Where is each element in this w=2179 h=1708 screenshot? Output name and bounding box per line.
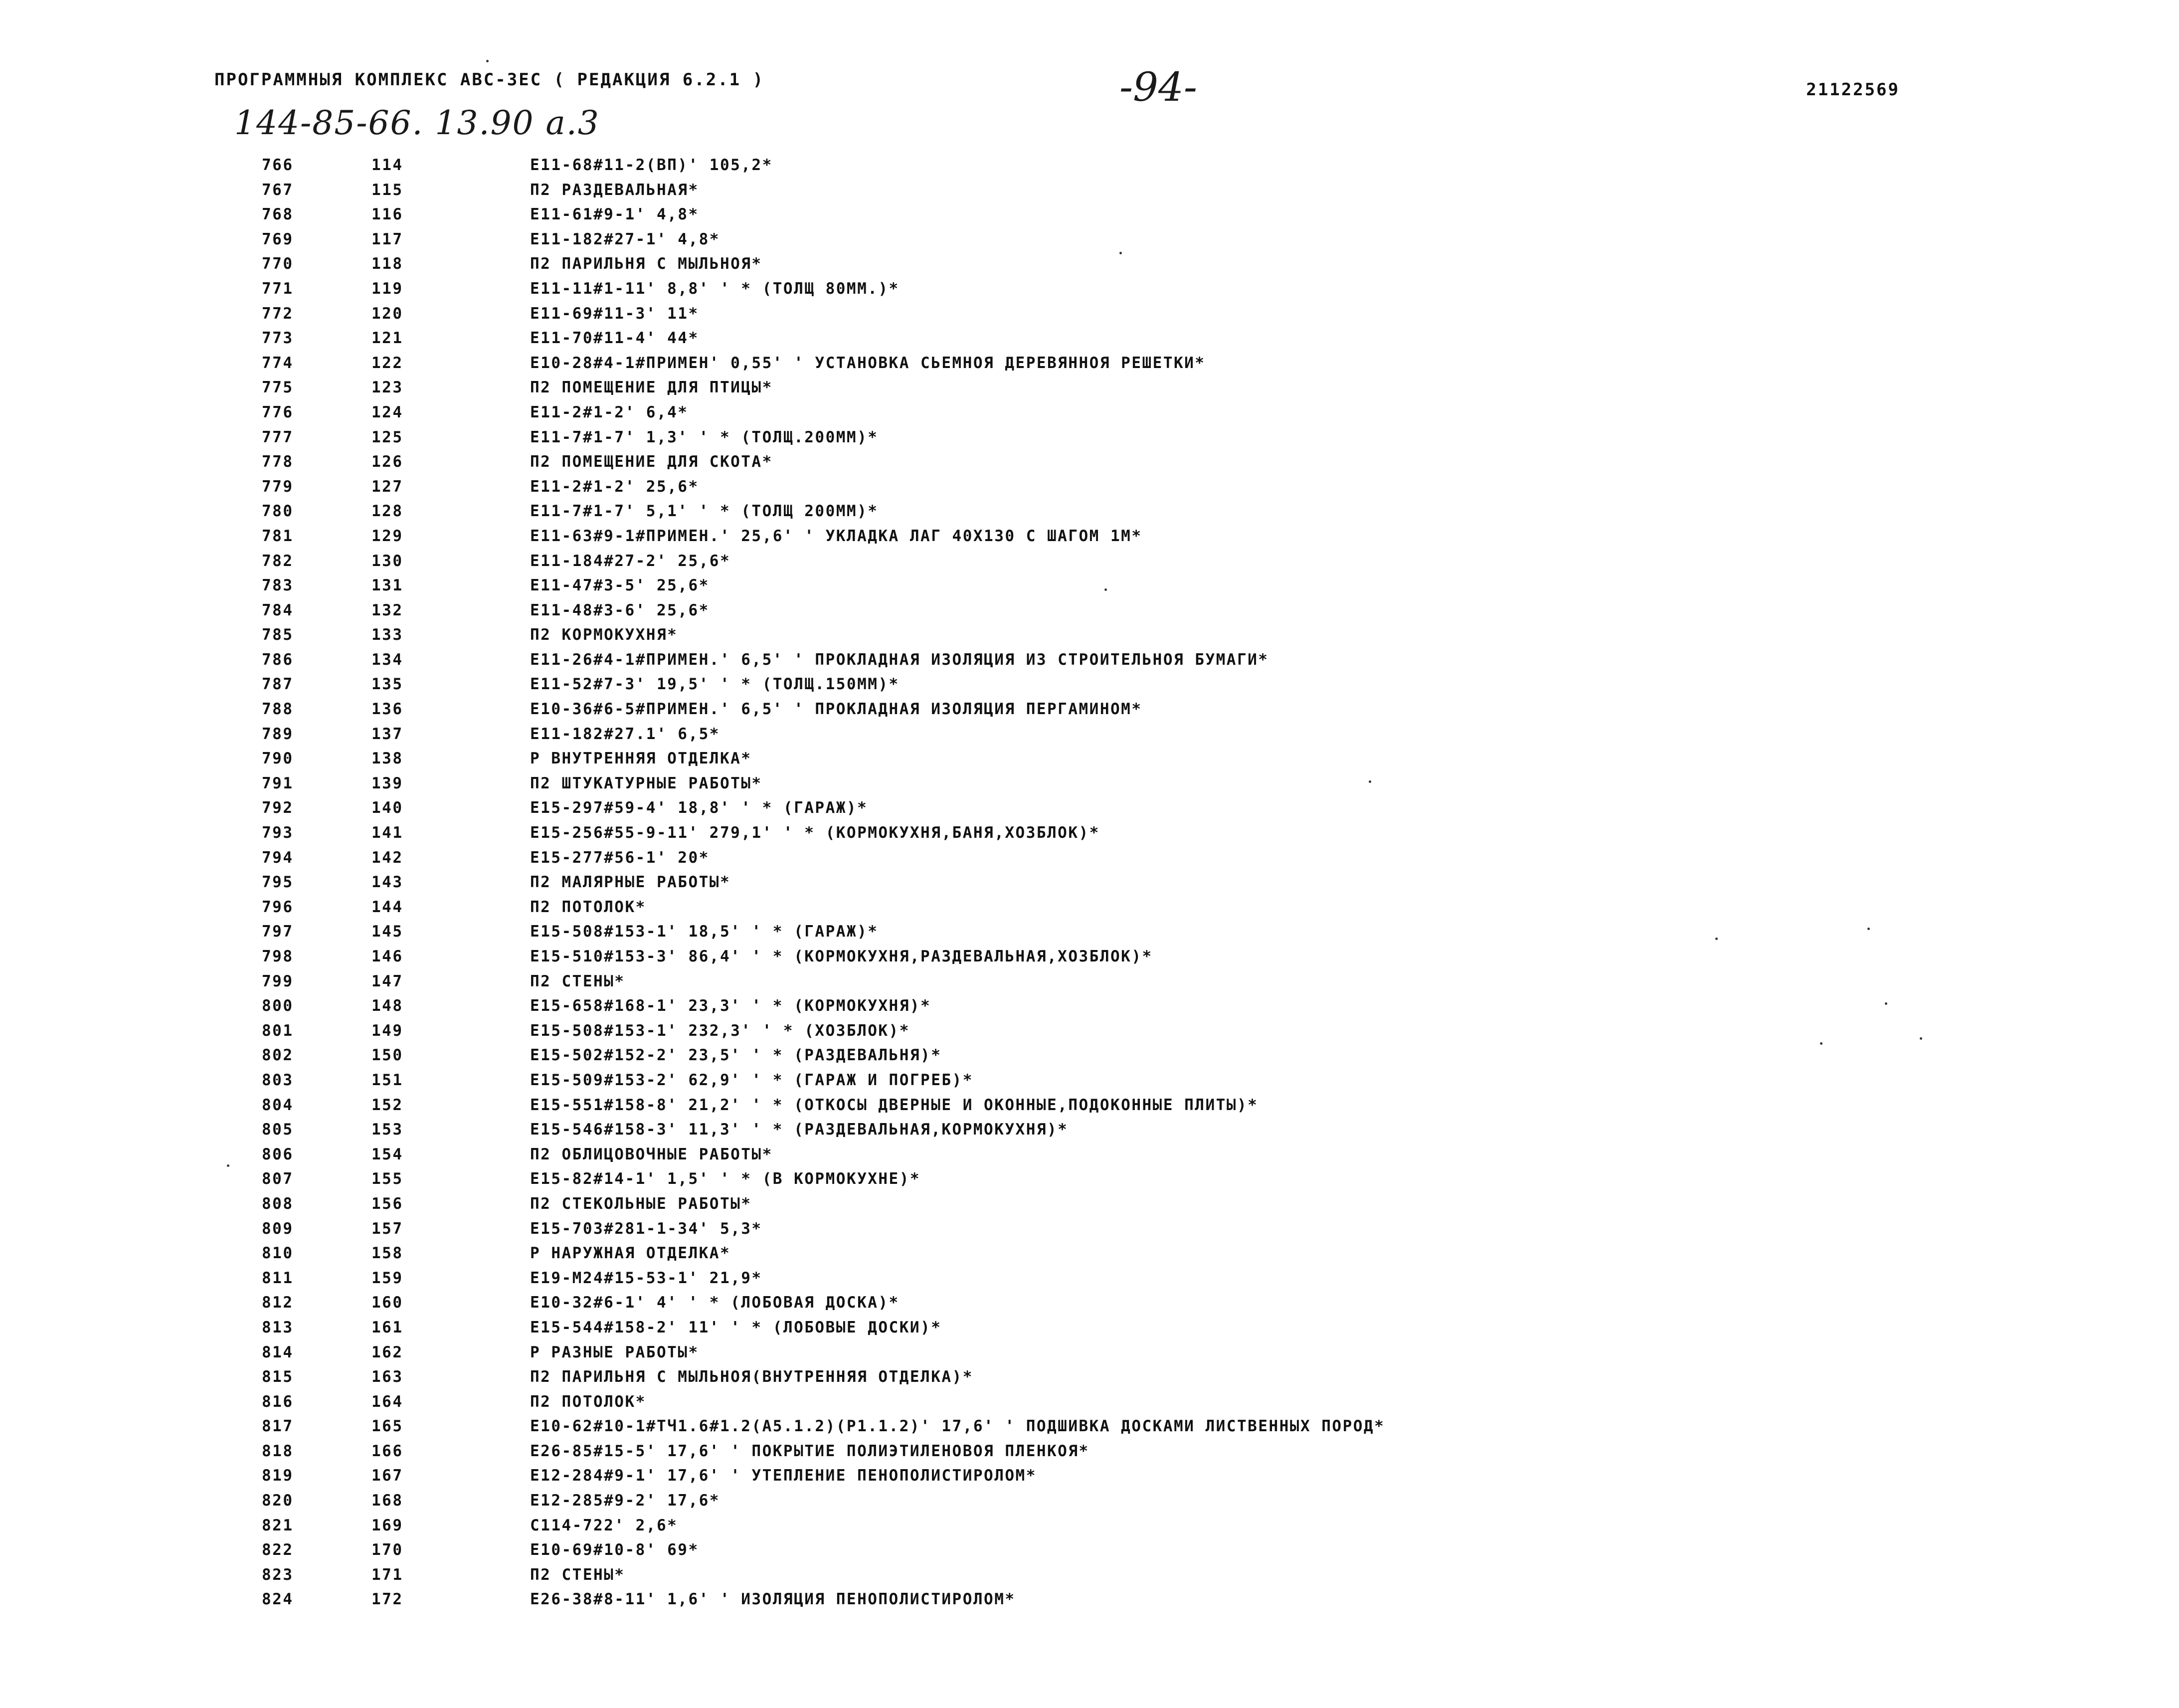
line-number: 808 (262, 1194, 294, 1213)
line-number: 797 (262, 923, 294, 941)
listing-row (0, 944, 2179, 968)
record-text: Е11-69#11-3' 11* (530, 304, 699, 323)
listing-row (0, 647, 2179, 672)
record-number: 129 (371, 527, 403, 545)
listing-row (0, 548, 2179, 573)
record-text: Е11-61#9-1' 4,8* (530, 205, 699, 224)
print-speck (227, 1164, 229, 1167)
listing-row (0, 1488, 2179, 1513)
line-number: 773 (262, 329, 294, 348)
line-number: 814 (262, 1343, 294, 1361)
line-number: 800 (262, 997, 294, 1015)
record-text: Е10-62#10-1#ТЧ1.6#1.2(А5.1.2)(Р1.1.2)' 17,6' ' ПОДШИВКА ДОСКАМИ ЛИСТВЕННЫХ ПОРОД* (530, 1417, 1385, 1436)
record-text: Е11-70#11-4' 44* (530, 329, 699, 348)
listing-row (0, 1166, 2179, 1191)
record-number: 151 (371, 1071, 403, 1089)
record-text: Е11-63#9-1#ПРИМЕН.' 25,6' ' УКЛАДКА ЛАГ 40Х130 С ШАГОМ 1М* (530, 527, 1142, 545)
print-speck (486, 60, 489, 62)
record-number: 160 (371, 1294, 403, 1312)
listing-row (0, 1067, 2179, 1092)
record-text: Е11-48#3-6' 25,6* (530, 601, 710, 619)
record-number: 133 (371, 626, 403, 644)
line-number: 788 (262, 700, 294, 719)
listing-row (0, 1339, 2179, 1364)
line-number: 778 (262, 453, 294, 471)
record-number: 139 (371, 774, 403, 792)
listing-row (0, 1117, 2179, 1141)
record-number: 138 (371, 750, 403, 768)
record-text: Е26-85#15-5' 17,6' ' ПОКРЫТИЕ ПОЛИЭТИЛЕНОВОЯ ПЛЕНКОЯ* (530, 1442, 1090, 1460)
record-text: Е11-7#1-7' 5,1' ' * (ТОЛЩ 200ММ)* (530, 502, 879, 521)
record-number: 162 (371, 1343, 403, 1361)
listing-row (0, 424, 2179, 449)
record-text: Е15-551#158-8' 21,2' ' * (ОТКОСЫ ДВЕРНЫЕ И ОКОННЫЕ,ПОДОКОННЫЕ ПЛИТЫ)* (530, 1096, 1259, 1114)
line-number: 783 (262, 576, 294, 595)
listing-row (0, 1290, 2179, 1315)
listing-row (0, 301, 2179, 326)
record-text: Е15-297#59-4' 18,8' ' * (ГАРАЖ)* (530, 799, 868, 817)
line-number: 816 (262, 1392, 294, 1411)
line-number: 817 (262, 1417, 294, 1436)
listing-row (0, 622, 2179, 647)
record-text: Е15-508#153-1' 18,5' ' * (ГАРАЖ)* (530, 923, 879, 941)
listing-row (0, 1413, 2179, 1438)
record-number: 148 (371, 997, 403, 1015)
record-text: П2 ПАРИЛЬНЯ С МЫЛЬНОЯ(ВНУТРЕННЯЯ ОТДЕЛКА)* (530, 1368, 973, 1386)
record-text: П2 ПОТОЛОК* (530, 1392, 646, 1411)
print-speck (1104, 588, 1107, 591)
listing-row (0, 993, 2179, 1018)
line-number: 801 (262, 1021, 294, 1040)
record-number: 135 (371, 675, 403, 694)
record-text: Е19-М24#15-53-1' 21,9* (530, 1269, 762, 1287)
line-number: 813 (262, 1318, 294, 1336)
record-number: 171 (371, 1565, 403, 1584)
record-text: Р НАРУЖНАЯ ОТДЕЛКА* (530, 1244, 731, 1263)
line-number: 789 (262, 725, 294, 743)
record-number: 167 (371, 1467, 403, 1485)
line-number: 820 (262, 1492, 294, 1510)
record-number: 115 (371, 181, 403, 199)
listing-row (0, 572, 2179, 597)
record-text: Е15-658#168-1' 23,3' ' * (КОРМОКУХНЯ)* (530, 997, 931, 1015)
line-number: 809 (262, 1219, 294, 1238)
record-text: П2 СТЕНЫ* (530, 972, 625, 990)
listing-row (0, 968, 2179, 993)
print-speck (1820, 1042, 1822, 1045)
record-number: 153 (371, 1121, 403, 1139)
listing-row (0, 350, 2179, 375)
record-text: Е11-182#27.1' 6,5* (530, 725, 720, 743)
line-number: 793 (262, 824, 294, 842)
listing-row (0, 696, 2179, 721)
record-number: 145 (371, 923, 403, 941)
record-number: 136 (371, 700, 403, 719)
line-number: 766 (262, 156, 294, 174)
record-number: 150 (371, 1046, 403, 1065)
record-number: 124 (371, 403, 403, 421)
line-number: 774 (262, 354, 294, 372)
line-number: 804 (262, 1096, 294, 1114)
record-number: 131 (371, 576, 403, 595)
record-text: Е10-69#10-8' 69* (530, 1541, 699, 1559)
handwritten-page-number: -94- (1119, 64, 1197, 110)
listing-row (0, 845, 2179, 870)
listing-row (0, 746, 2179, 770)
listing-row (0, 201, 2179, 226)
line-number: 791 (262, 774, 294, 792)
line-number: 769 (262, 230, 294, 248)
program-header: ПРОГРАММНЫЯ КОМПЛЕКС АВС-3ЕС ( РЕДАКЦИЯ 6.2.1 ) (214, 70, 765, 90)
listing-row (0, 474, 2179, 499)
listing-row (0, 1265, 2179, 1290)
record-number: 172 (371, 1590, 403, 1609)
listing-row (0, 177, 2179, 202)
record-number: 130 (371, 552, 403, 570)
listing-row (0, 795, 2179, 820)
record-text: Е11-2#1-2' 25,6* (530, 477, 699, 496)
line-number: 824 (262, 1590, 294, 1609)
listing-row (0, 1513, 2179, 1537)
line-number: 772 (262, 304, 294, 323)
record-text: Е15-508#153-1' 232,3' ' * (ХОЗБЛОК)* (530, 1021, 910, 1040)
record-number: 119 (371, 279, 403, 298)
listing-row (0, 770, 2179, 795)
line-number: 781 (262, 527, 294, 545)
line-number: 775 (262, 379, 294, 397)
record-number: 123 (371, 379, 403, 397)
record-text: Е10-28#4-1#ПРИМЕН' 0,55' ' УСТАНОВКА СЬЕМНОЯ ДЕРЕВЯННОЯ РЕШЕТКИ* (530, 354, 1206, 372)
record-number: 134 (371, 650, 403, 669)
line-number: 787 (262, 675, 294, 694)
record-number: 156 (371, 1194, 403, 1213)
listing-row (0, 919, 2179, 944)
record-text: Е11-52#7-3' 19,5' ' * (ТОЛЩ.150ММ)* (530, 675, 900, 694)
record-text: П2 ШТУКАТУРНЫЕ РАБОТЫ* (530, 774, 762, 792)
listing-row (0, 152, 2179, 177)
line-number: 777 (262, 428, 294, 446)
record-text: Е11-11#1-11' 8,8' ' * (ТОЛЩ 80ММ.)* (530, 279, 900, 298)
record-number: 161 (371, 1318, 403, 1336)
record-text: П2 ПОМЕЩЕНИЕ ДЛЯ ПТИЦЫ* (530, 379, 773, 397)
listing-row (0, 523, 2179, 548)
line-number: 810 (262, 1244, 294, 1263)
record-text: П2 ПАРИЛЬНЯ С МЫЛЬНОЯ* (530, 255, 762, 273)
print-speck (1369, 780, 1371, 783)
record-number: 154 (371, 1145, 403, 1163)
listing-row (0, 251, 2179, 276)
print-speck (1920, 1037, 1922, 1040)
listing-row (0, 820, 2179, 845)
record-text: Е11-26#4-1#ПРИМЕН.' 6,5' ' ПРОКЛАДНАЯ ИЗОЛЯЦИЯ ИЗ СТРОИТЕЛЬНОЯ БУМАГИ* (530, 650, 1269, 669)
record-number: 158 (371, 1244, 403, 1263)
record-number: 170 (371, 1541, 403, 1559)
record-text: Е11-182#27-1' 4,8* (530, 230, 720, 248)
record-number: 164 (371, 1392, 403, 1411)
listing-row (0, 1240, 2179, 1265)
record-text: Е15-703#281-1-34' 5,3* (530, 1219, 762, 1238)
record-text: Е11-184#27-2' 25,6* (530, 552, 731, 570)
record-text: П2 КОРМОКУХНЯ* (530, 626, 678, 644)
record-text: П2 ПОМЕЩЕНИЕ ДЛЯ СКОТА* (530, 453, 773, 471)
listing-row (0, 1438, 2179, 1463)
listing-row (0, 1562, 2179, 1587)
record-text: Е15-544#158-2' 11' ' * (ЛОБОВЫЕ ДОСКИ)* (530, 1318, 942, 1336)
record-text: Е11-68#11-2(ВП)' 105,2* (530, 156, 773, 174)
line-number: 815 (262, 1368, 294, 1386)
listing-row (0, 894, 2179, 919)
record-text: Е12-284#9-1' 17,6' ' УТЕПЛЕНИЕ ПЕНОПОЛИСТИРОЛОМ* (530, 1467, 1037, 1485)
line-number: 786 (262, 650, 294, 669)
record-number: 132 (371, 601, 403, 619)
record-number: 155 (371, 1170, 403, 1188)
record-number: 121 (371, 329, 403, 348)
record-number: 141 (371, 824, 403, 842)
print-speck (1119, 252, 1122, 254)
record-number: 122 (371, 354, 403, 372)
listing-row (0, 1537, 2179, 1562)
line-number: 782 (262, 552, 294, 570)
record-number: 116 (371, 205, 403, 224)
line-number: 811 (262, 1269, 294, 1287)
line-number: 785 (262, 626, 294, 644)
document-number: 21122569 (1806, 80, 1900, 100)
handwritten-document-code: 144-85-66. 13.90 а.3 (234, 104, 600, 142)
listing-row (0, 1216, 2179, 1241)
record-number: 144 (371, 898, 403, 916)
listing-table (0, 152, 2179, 1611)
listing-row (0, 226, 2179, 251)
line-number: 776 (262, 403, 294, 421)
record-number: 117 (371, 230, 403, 248)
line-number: 768 (262, 205, 294, 224)
record-number: 163 (371, 1368, 403, 1386)
listing-row (0, 1042, 2179, 1067)
listing-row (0, 1191, 2179, 1216)
listing-row (0, 375, 2179, 399)
record-number: 114 (371, 156, 403, 174)
record-text: П2 МАЛЯРНЫЕ РАБОТЫ* (530, 873, 731, 892)
listing-row (0, 399, 2179, 424)
record-text: Е11-47#3-5' 25,6* (530, 576, 710, 595)
listing-row (0, 597, 2179, 622)
record-number: 168 (371, 1492, 403, 1510)
record-text: Р ВНУТРЕННЯЯ ОТДЕЛКА* (530, 750, 752, 768)
line-number: 792 (262, 799, 294, 817)
record-text: Е15-509#153-2' 62,9' ' * (ГАРАЖ И ПОГРЕБ)* (530, 1071, 973, 1089)
record-number: 157 (371, 1219, 403, 1238)
line-number: 771 (262, 279, 294, 298)
record-number: 128 (371, 502, 403, 521)
record-text: Е15-256#55-9-11' 279,1' ' * (КОРМОКУХНЯ,БАНЯ,ХОЗБЛОК)* (530, 824, 1100, 842)
listing-row (0, 1018, 2179, 1043)
line-number: 799 (262, 972, 294, 990)
listing-row (0, 1315, 2179, 1339)
listing-row (0, 276, 2179, 301)
record-number: 143 (371, 873, 403, 892)
record-number: 125 (371, 428, 403, 446)
record-text: Е10-32#6-1' 4' ' * (ЛОБОВАЯ ДОСКА)* (530, 1294, 900, 1312)
record-number: 142 (371, 848, 403, 867)
record-text: Е15-502#152-2' 23,5' ' * (РАЗДЕВАЛЬНЯ)* (530, 1046, 942, 1065)
record-text: Е26-38#8-11' 1,6' ' ИЗОЛЯЦИЯ ПЕНОПОЛИСТИРОЛОМ* (530, 1590, 1016, 1609)
record-number: 165 (371, 1417, 403, 1436)
line-number: 805 (262, 1121, 294, 1139)
record-text: Е12-285#9-2' 17,6* (530, 1492, 720, 1510)
record-text: Е15-277#56-1' 20* (530, 848, 710, 867)
line-number: 823 (262, 1565, 294, 1584)
listing-row (0, 1389, 2179, 1414)
line-number: 821 (262, 1516, 294, 1534)
line-number: 802 (262, 1046, 294, 1065)
line-number: 780 (262, 502, 294, 521)
line-number: 790 (262, 750, 294, 768)
record-text: С114-722' 2,6* (530, 1516, 678, 1534)
record-text: Р РАЗНЫЕ РАБОТЫ* (530, 1343, 699, 1361)
line-number: 803 (262, 1071, 294, 1089)
print-speck (1867, 928, 1870, 930)
listing-row (0, 449, 2179, 474)
line-number: 822 (262, 1541, 294, 1559)
record-text: П2 СТЕНЫ* (530, 1565, 625, 1584)
record-number: 120 (371, 304, 403, 323)
line-number: 812 (262, 1294, 294, 1312)
line-number: 806 (262, 1145, 294, 1163)
record-text: Е10-36#6-5#ПРИМЕН.' 6,5' ' ПРОКЛАДНАЯ ИЗОЛЯЦИЯ ПЕРГАМИНОМ* (530, 700, 1142, 719)
line-number: 767 (262, 181, 294, 199)
listing-row (0, 869, 2179, 894)
line-number: 819 (262, 1467, 294, 1485)
record-number: 166 (371, 1442, 403, 1460)
print-speck (1885, 1002, 1887, 1005)
line-number: 794 (262, 848, 294, 867)
record-number: 146 (371, 948, 403, 965)
record-number: 137 (371, 725, 403, 743)
line-number: 779 (262, 477, 294, 496)
listing-row (0, 721, 2179, 746)
record-text: Е11-2#1-2' 6,4* (530, 403, 689, 421)
listing-row (0, 1092, 2179, 1117)
listing-row (0, 498, 2179, 523)
line-number: 784 (262, 601, 294, 619)
record-number: 169 (371, 1516, 403, 1534)
line-number: 798 (262, 948, 294, 965)
print-speck (1715, 938, 1718, 940)
record-number: 140 (371, 799, 403, 817)
listing-row (0, 671, 2179, 696)
line-number: 795 (262, 873, 294, 892)
listing-row (0, 1141, 2179, 1166)
record-text: Е15-82#14-1' 1,5' ' * (В КОРМОКУХНЕ)* (530, 1170, 921, 1188)
record-text: Е15-546#158-3' 11,3' ' * (РАЗДЕВАЛЬНАЯ,КОРМОКУХНЯ)* (530, 1121, 1069, 1139)
record-text: Е11-7#1-7' 1,3' ' * (ТОЛЩ.200ММ)* (530, 428, 879, 446)
line-number: 796 (262, 898, 294, 916)
record-text: П2 ОБЛИЦОВОЧНЫЕ РАБОТЫ* (530, 1145, 773, 1163)
record-text: П2 ПОТОЛОК* (530, 898, 646, 916)
listing-row (0, 325, 2179, 350)
record-number: 147 (371, 972, 403, 990)
line-number: 770 (262, 255, 294, 273)
listing-row (0, 1586, 2179, 1611)
record-number: 127 (371, 477, 403, 496)
listing-row (0, 1364, 2179, 1389)
record-number: 126 (371, 453, 403, 471)
record-number: 149 (371, 1021, 403, 1040)
line-number: 818 (262, 1442, 294, 1460)
record-text: П2 СТЕКОЛЬНЫЕ РАБОТЫ* (530, 1194, 752, 1213)
record-number: 118 (371, 255, 403, 273)
listing-row (0, 1463, 2179, 1488)
record-text: Е15-510#153-3' 86,4' ' * (КОРМОКУХНЯ,РАЗДЕВАЛЬНАЯ,ХОЗБЛОК)* (530, 948, 1153, 965)
line-number: 807 (262, 1170, 294, 1188)
record-number: 152 (371, 1096, 403, 1114)
record-number: 159 (371, 1269, 403, 1287)
record-text: П2 РАЗДЕВАЛЬНАЯ* (530, 181, 699, 199)
